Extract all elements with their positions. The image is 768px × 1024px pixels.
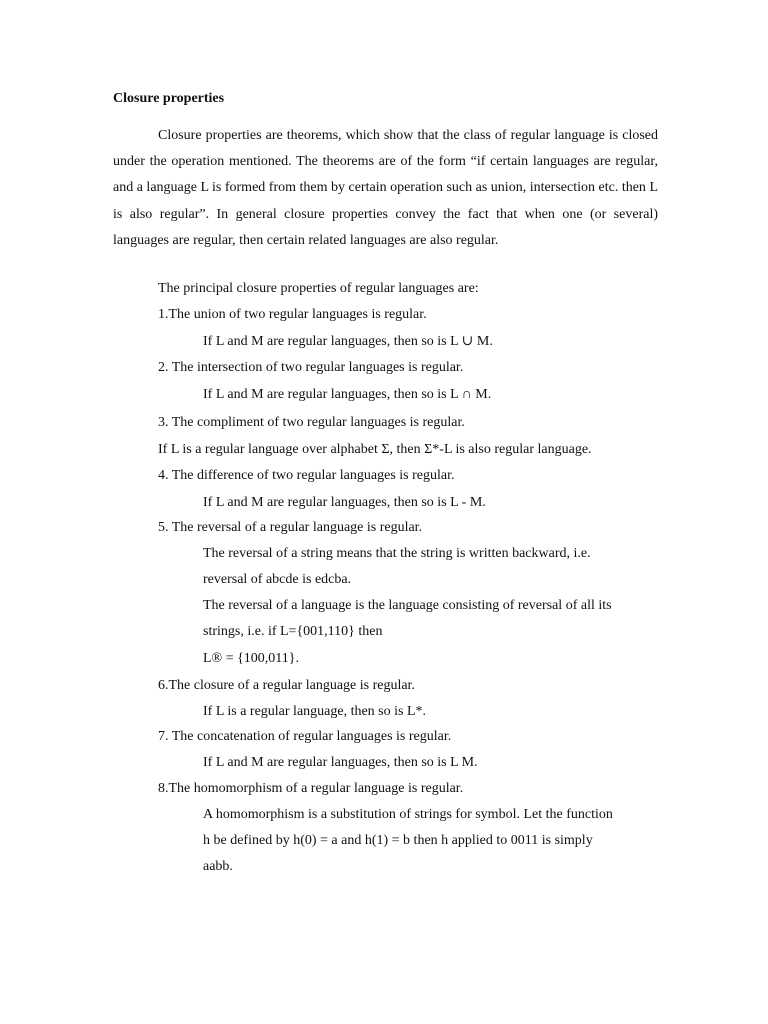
property-4-title: 4. The difference of two regular languages is regular. [158,468,455,483]
property-5-detail-line-1: The reversal of a string means that the string is written backward, i.e. [203,546,591,561]
property-8-detail-line-3: aabb. [203,859,233,874]
property-8-title: 8.The homomorphism of a regular language is regular. [158,781,464,796]
property-2-detail: If L and M are regular languages, then so is L ∩ M. [203,387,492,402]
property-5-detail-line-4: strings, i.e. if L={001,110} then [203,624,383,639]
property-8-detail-line-1: A homomorphism is a substitution of strings for symbol. Let the function [203,807,613,822]
property-2-title: 2. The intersection of two regular languages is regular. [158,360,464,375]
property-5-detail-line-2: reversal of abcde is edcba. [203,572,352,587]
property-5-detail-line-3: The reversal of a language is the language consisting of reversal of all its [203,598,612,613]
property-1-detail: If L and M are regular languages, then so is L ∪ M. [203,334,493,349]
property-3-title: 3. The compliment of two regular languages is regular. [158,415,465,430]
property-6-title: 6.The closure of a regular language is regular. [158,678,415,693]
property-5-title: 5. The reversal of a regular language is regular. [158,520,423,535]
property-5-detail-line-5: L® = {100,011}. [203,651,300,666]
property-4-detail: If L and M are regular languages, then so is L - M. [203,495,486,510]
principal-intro: The principal closure properties of regular languages are: [158,281,479,296]
property-7-detail: If L and M are regular languages, then so is L M. [203,755,478,770]
property-1-title: 1.The union of two regular languages is regular. [158,307,427,322]
property-3-detail: If L is a regular language over alphabet Σ, then Σ*-L is also regular language. [158,442,592,457]
property-8-detail-line-2: h be defined by h(0) = a and h(1) = b then h applied to 0011 is simply [203,833,593,848]
property-7-title: 7. The concatenation of regular languages is regular. [158,729,452,744]
section-heading: Closure properties [113,91,225,106]
property-6-detail: If L is a regular language, then so is L*. [203,704,427,719]
intro-paragraph: Closure properties are theorems, which show that the class of regular language is closed under the operation mentioned. The theorems are of the form “if certain languages are regular, and a language L is formed from them by certain operation such as union, intersection etc. then L is also regular”. In general closure properties convey the fact that when one (or several) languages are regular, then certain related languages are also regular. [113,128,658,248]
